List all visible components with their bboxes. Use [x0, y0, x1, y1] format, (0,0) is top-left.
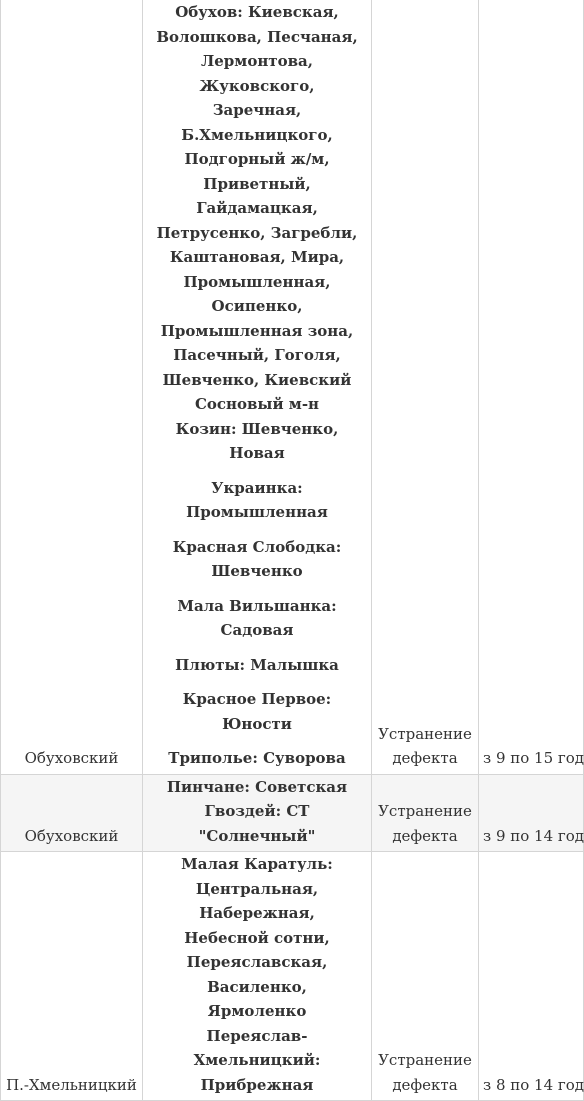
street-line: Гвоздей: СТ "Солнечный": [198, 802, 316, 845]
street-line: Центральная, Набережная,: [195, 879, 319, 922]
time-cell: з 9 по 15 год: [479, 0, 584, 774]
street-line: Петрусенко, Загребли,: [156, 223, 358, 242]
street-line: Лермонтова, Жуковского,: [199, 52, 315, 95]
street-line: Обухов: Киевская,: [175, 3, 339, 21]
table-row: [1, 0, 584, 774]
street-line: Красное Первое: Юности: [182, 690, 332, 733]
street-line: Переяславская, Василенко,: [186, 953, 328, 996]
street-line: Красная Слободка:: [172, 537, 342, 556]
street-line: Промышленная зона,: [160, 321, 354, 340]
street-group: [147, 687, 367, 736]
street-line: Каштановая, Мира,: [169, 248, 345, 266]
street-line: Мала Вильшанка: Садовая: [177, 596, 337, 639]
region-cell: П.-Хмельницкий: [1, 852, 143, 1101]
street-line: Сосновый м-н: [194, 395, 320, 413]
work-type-cell: [372, 852, 479, 1101]
region-cell: Обуховский: [1, 0, 143, 774]
time-cell: з 9 по 14 год: [479, 774, 584, 852]
street-line: Пасечный, Гоголя,: [173, 346, 341, 364]
street-line: Ярмоленко: [207, 1002, 307, 1020]
time-cell: з 8 по 14 год: [479, 852, 584, 1101]
street-line: Волошкова, Песчаная,: [156, 27, 358, 46]
street-line: Пинчане: Советская: [166, 777, 348, 796]
street-line: Промышленная, Осипенко,: [183, 272, 331, 315]
table-row: [1, 852, 584, 1101]
street-line: Малая Каратуль:: [181, 855, 333, 873]
street-group: [147, 476, 367, 525]
street-line: Плюты: Малышка: [175, 655, 339, 674]
street-group: [147, 0, 367, 466]
work-type-cell: [372, 0, 479, 774]
work-type-line: Устранение: [378, 802, 472, 820]
street-group: [147, 1024, 367, 1098]
street-group: [147, 535, 367, 584]
street-group: [147, 746, 367, 771]
street-line: Заречная, Б.Хмельницкого,: [181, 101, 333, 144]
street-line: Триполье: Суворова: [168, 749, 346, 767]
work-type-cell: [372, 774, 479, 852]
street-line: Прибрежная: [200, 1075, 314, 1094]
work-type-line: дефекта: [392, 826, 458, 845]
work-type-line: дефекта: [392, 1075, 458, 1094]
street-line: Переяслав-Хмельницкий:: [193, 1026, 321, 1069]
streets-cell: [143, 774, 372, 852]
streets-cell: [143, 0, 372, 774]
street-line: Козин: Шевченко, Новая: [175, 419, 339, 462]
outage-table-body: [1, 0, 584, 1101]
work-type-line: Устранение: [378, 724, 472, 743]
street-line: Приветный, Гайдамацкая,: [196, 174, 318, 217]
streets-cell: [143, 852, 372, 1101]
street-line: Украинка: Промышленная: [186, 478, 328, 521]
street-group: [147, 775, 367, 849]
work-type-line: дефекта: [392, 749, 458, 767]
region-cell: Обуховский: [1, 774, 143, 852]
street-line: Шевченко: [211, 562, 303, 580]
street-group: [147, 852, 367, 1024]
street-group: [147, 594, 367, 643]
work-type-line: Устранение: [378, 1051, 472, 1069]
street-line: Подгорный ж/м,: [184, 150, 330, 168]
street-line: Небесной сотни,: [184, 928, 330, 947]
street-line: Шевченко, Киевский: [162, 370, 352, 389]
table-row: [1, 774, 584, 852]
street-group: [147, 653, 367, 678]
